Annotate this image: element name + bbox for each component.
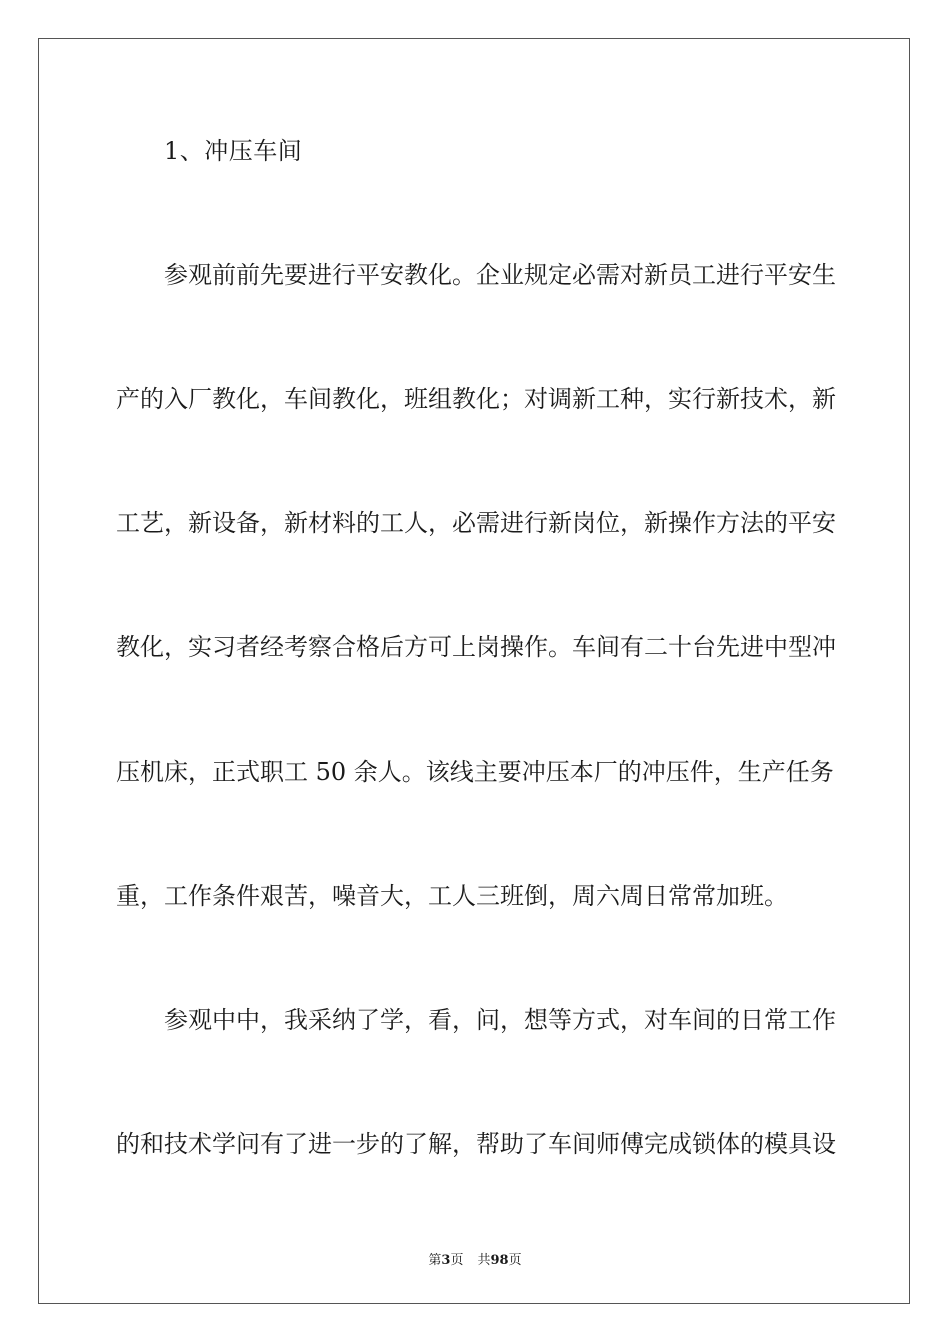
paragraph-1-line-6: 重，工作条件艰苦，噪音大，工人三班倒，周六周日常常加班。 bbox=[116, 882, 788, 910]
footer-page-prefix: 第 bbox=[428, 1253, 442, 1268]
paragraph-1-line-4: 教化，实习者经考察合格后方可上岗操作。车间有二十台先进中型冲 bbox=[116, 633, 836, 661]
paragraph-1-line-2: 产的入厂教化，车间教化，班组教化；对调新工种，实行新技术，新 bbox=[116, 385, 836, 413]
page-frame bbox=[38, 38, 910, 1304]
footer-total-pages: 98 bbox=[490, 1253, 509, 1268]
footer-page-suffix: 页 bbox=[450, 1253, 464, 1268]
footer-page-number: 3 bbox=[441, 1253, 451, 1268]
section-heading: 1、冲压车间 bbox=[164, 137, 303, 165]
page-footer bbox=[0, 1249, 950, 1268]
paragraph-2-line-1: 参观中中，我采纳了学，看，问，想等方式，对车间的日常工作 bbox=[164, 1006, 836, 1034]
paragraph-1-line-3: 工艺，新设备，新材料的工人，必需进行新岗位，新操作方法的平安 bbox=[116, 509, 836, 537]
footer-total-suffix: 页 bbox=[508, 1253, 522, 1268]
paragraph-1-line-5: 压机床，正式职工 50 余人。该线主要冲压本厂的冲压件，生产任务 bbox=[116, 758, 834, 786]
paragraph-2-line-2: 的和技术学问有了进一步的了解，帮助了车间师傅完成锁体的模具设 bbox=[116, 1130, 836, 1158]
paragraph-1-line-1: 参观前前先要进行平安教化。企业规定必需对新员工进行平安生 bbox=[164, 261, 836, 289]
footer-total-prefix: 共 bbox=[477, 1253, 491, 1268]
